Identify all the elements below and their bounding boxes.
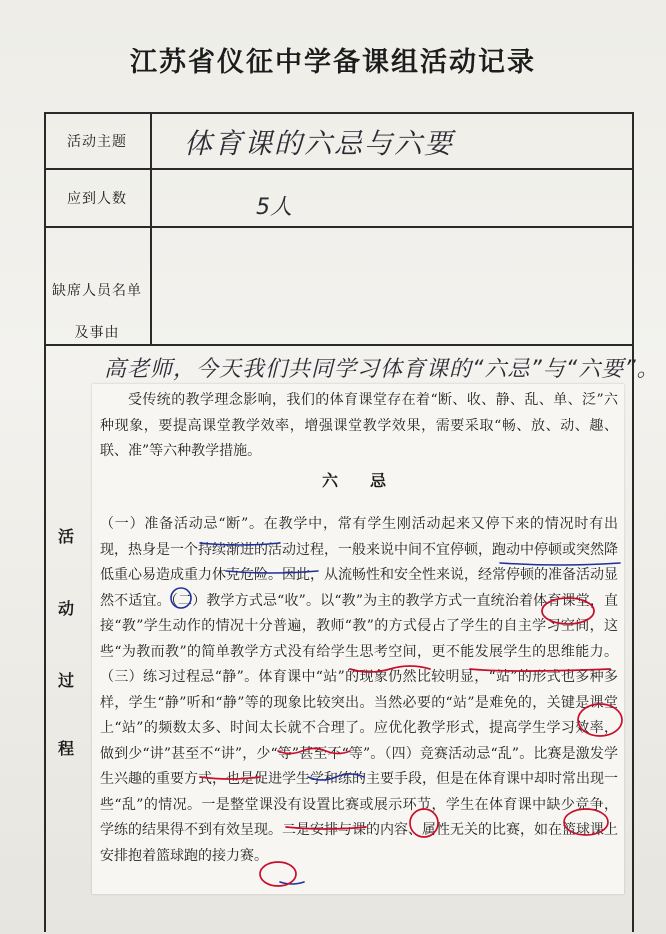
attendance-label: 应到人数 <box>67 191 127 207</box>
absent-label: 缺席人员名单 <box>52 283 142 299</box>
process-label-char: 动 <box>57 599 74 618</box>
table-row-divider <box>44 344 634 346</box>
absent-label-reason: 及事由 <box>74 325 120 341</box>
table-row-divider <box>44 168 634 170</box>
attendance-value-handwritten: 5人 <box>256 195 292 220</box>
table-border-right <box>632 112 634 932</box>
pasted-text-insert <box>92 384 624 894</box>
document-title: 江苏省仪征中学备课组活动记录 <box>130 47 536 78</box>
table-border-top <box>44 112 634 114</box>
process-label-char: 活 <box>57 527 74 546</box>
topic-label: 活动主题 <box>67 134 127 150</box>
process-label-char: 过 <box>57 671 74 690</box>
table-row-divider <box>44 226 634 228</box>
process-label-char: 程 <box>57 739 74 758</box>
table-border-left <box>44 112 46 932</box>
insert-body-paragraph: （一）准备活动忌“断”。在教学中，常有学生刚活动起来又停下来的情况时有出现，热身是一个持续渐进的活动过程，一般来说中间不宜停顿，跑动中停顿或突然降低重心易造成重力休克危险。因此，从流畅性和安全性来说，经常停顿的准备活动显然不适宜。（二）教学方式忌“收”。以“教”为主的教学方式一直统治着体育课堂，直接“教”学生动作的情况十分普遍，教师“教”的方式侵占了学生的自主学习空间，这些“为教而教”的简单教学方式没有给学生思考空间，更不能发展学生的思维能力。（三）练习过程忌“静”。体育课中“站”的现象仍然比较明显，“站”的形式也多种多样，学生“静”听和“静”等的现象比较突出。当然必要的“站”是难免的，关键是课堂上“站”的频数太多、时间太长就不合理了。应优化教学形式，提高学生学习效率，做到少“讲”甚至不“讲”，少“等”甚至不“等”。（四）竞赛活动忌“乱”。比赛是激发学生兴趣的重要方式，也是促进学生学和练的主要手段，但是在体育课中却时常出现一些“乱”的情况。一是整堂课没有设置比赛或展示环节，学生在体育课中缺少竞争，学练的结果得不到有效呈现。二是安排与课的内容、属性无关的比赛，如在篮球课上安排抱着篮球跑的接力赛。 <box>100 516 618 864</box>
topic-value-handwritten: 体育课的六忌与六要 <box>184 127 455 160</box>
handwritten-intro-note: 高老师，今天我们共同学习体育课的“六忌”与“六要”。 <box>104 357 660 382</box>
insert-intro-paragraph: 受传统的教学理念影响，我们的体育课堂存在着“断、收、静、乱、单、泛”六种现象，要提高课堂教学效率，增强课堂教学效果，需要采取“畅、放、动、趣、联、准”等六种教学措施。 <box>100 392 618 459</box>
insert-heading: 六 忌 <box>321 471 394 490</box>
table-column-divider <box>150 112 152 344</box>
